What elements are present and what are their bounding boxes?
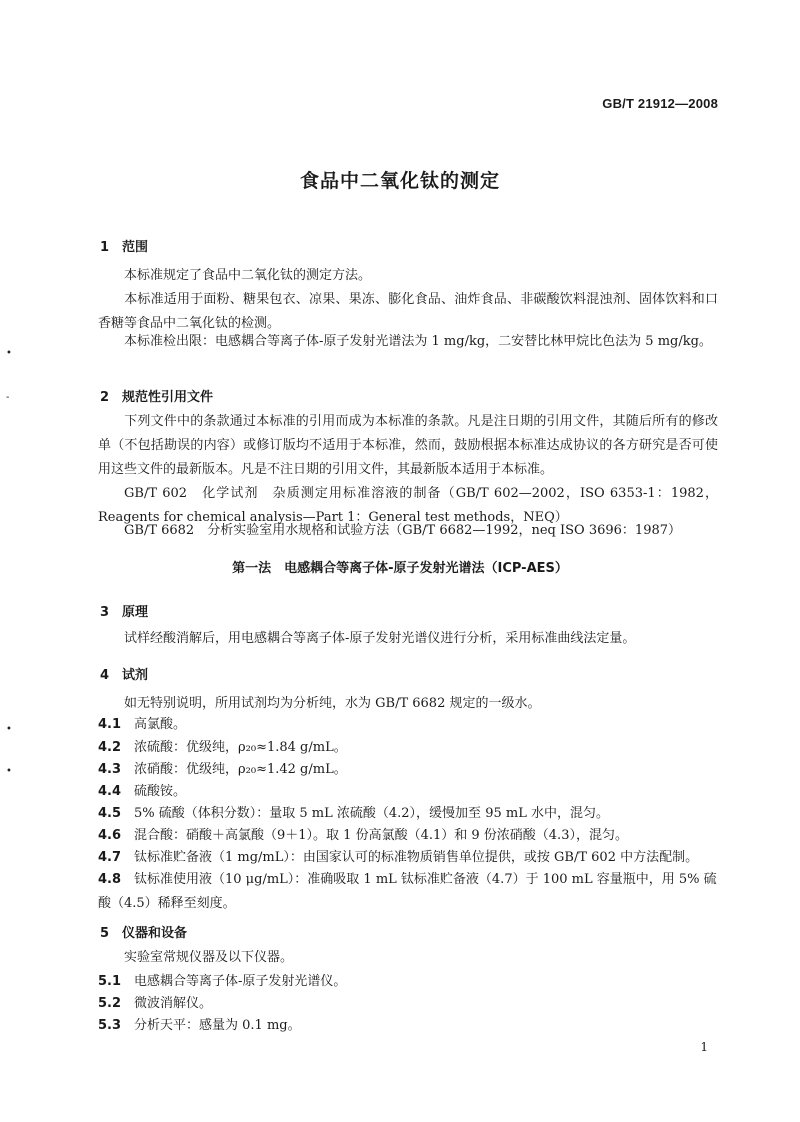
item-number: 4.2 [98,740,122,755]
item-text: 分析天平：感量为 0.1 mg。 [134,1018,301,1033]
item-text: 硫酸铵。 [134,784,187,799]
item-number: 4.4 [98,784,122,799]
item-number: 5.1 [98,974,122,989]
item-text: 混合酸：硝酸＋高氯酸（9＋1）。取 1 份高氯酸（4.1）和 9 份浓硝酸（4.3），混匀。 [134,828,628,843]
paragraph [98,946,718,970]
section-2-heading [100,386,213,405]
list-item [98,758,718,782]
section-4-heading [100,664,148,683]
paragraph [98,330,718,354]
list-item [98,992,718,1016]
section-number: 2 [100,390,110,405]
item-number: 4.6 [98,828,122,843]
paragraph [98,410,718,482]
list-item [98,780,718,804]
paragraph-text: 本标准规定了食品中二氧化钛的测定方法。 [124,268,372,283]
paragraph-text: 试样经酸消解后，用电感耦合等离子体-原子发射光谱仪进行分析，采用标准曲线法定量。 [124,631,636,646]
paragraph-text: 下列文件中的条款通过本标准的引用而成为本标准的条款。凡是注日期的引用文件，其随后所有的修改单（不包括勘误的内容）或修订版均不适用于本标准，然而，鼓励根据本标准达成协议的各方研究是否可使用这些文件的最新版本。凡是不注日期的引用文件，其最新版本适用于本标准。 [98,414,718,477]
paragraph [98,627,718,651]
method-title: 第一法 电感耦合等离子体-原子发射光谱法（ICP-AES） [232,561,568,576]
item-text: 钛标准使用液（10 μg/mL）：准确吸取 1 mL 钛标准贮备液（4.7）于 100 mL 容量瓶中，用 5% 硫酸（4.5）稀释至刻度。 [98,872,717,911]
section-1-heading [100,236,148,255]
scan-mark-dot: • [6,766,12,777]
paragraph-text: 本标准适用于面粉、糖果包衣、凉果、果冻、膨化食品、油炸食品、非碳酸饮料混浊剂、固体饮料和口香糖等食品中二氧化钛的检测。 [98,292,718,331]
section-title: 仪器和设备 [122,926,188,941]
paragraph [98,264,718,288]
item-text: 浓硫酸：优级纯，ρ₂₀≈1.84 g/mL。 [134,740,347,755]
section-number: 3 [100,605,110,620]
scan-mark-dot: • [6,348,12,359]
list-item [98,713,718,737]
list-item [98,736,718,760]
reference-text: GB/T 602 化学试剂 杂质测定用标准溶液的制备（GB/T 602—2002，ISO 6353-1：1982，Reagents for chemical analysis—Part 1：General test methods，NEQ） [98,486,718,525]
item-text: 5% 硫酸（体积分数）：量取 5 mL 浓硫酸（4.2），缓慢加至 95 mL 水中，混匀。 [134,806,609,821]
standard-code: GB/T 21912—2008 [602,96,718,111]
item-number: 4.1 [98,717,122,732]
item-number: 5.2 [98,996,122,1011]
list-item [98,802,718,826]
item-number: 5.3 [98,1018,122,1033]
scan-mark-dot: - [6,392,10,403]
item-number: 4.7 [98,850,122,865]
section-title: 试剂 [122,668,149,683]
section-title: 原理 [122,605,149,620]
page-title: 食品中二氧化钛的测定 [299,170,500,192]
section-number: 1 [100,240,110,255]
reference-item [98,519,718,543]
item-text: 浓硝酸：优级纯，ρ₂₀≈1.42 g/mL。 [134,762,347,777]
page-number: 1 [700,1040,708,1054]
item-number: 4.5 [98,806,122,821]
item-text: 微波消解仪。 [134,996,213,1011]
paragraph-text: 本标准检出限：电感耦合等离子体-原子发射光谱法为 1 mg/kg，二安替比林甲烷比色法为 5 mg/kg。 [124,334,712,349]
section-number: 4 [100,668,110,683]
list-item [98,868,718,916]
section-title: 范围 [122,240,149,255]
section-number: 5 [100,926,110,941]
item-text: 高氯酸。 [134,717,187,732]
item-text: 电感耦合等离子体-原子发射光谱仪。 [134,974,347,989]
paragraph [98,288,718,336]
reference-text: GB/T 6682 分析实验室用水规格和试验方法（GB/T 6682—1992，neq ISO 3696：1987） [124,523,682,538]
list-item [98,824,718,848]
section-3-heading [100,601,148,620]
item-number: 4.8 [98,872,122,887]
paragraph-text: 如无特别说明，所用试剂均为分析纯，水为 GB/T 6682 规定的一级水。 [124,696,541,711]
list-item [98,846,718,870]
item-text: 钛标准贮备液（1 mg/mL）：由国家认可的标准物质销售单位提供，或按 GB/T 602 中方法配制。 [134,850,699,865]
section-title: 规范性引用文件 [122,390,214,405]
list-item [98,970,718,994]
paragraph-text: 实验室常规仪器及以下仪器。 [124,950,294,965]
section-5-heading [100,922,187,941]
list-item [98,1014,718,1038]
item-number: 4.3 [98,762,122,777]
scan-mark-dot: • [6,724,12,735]
